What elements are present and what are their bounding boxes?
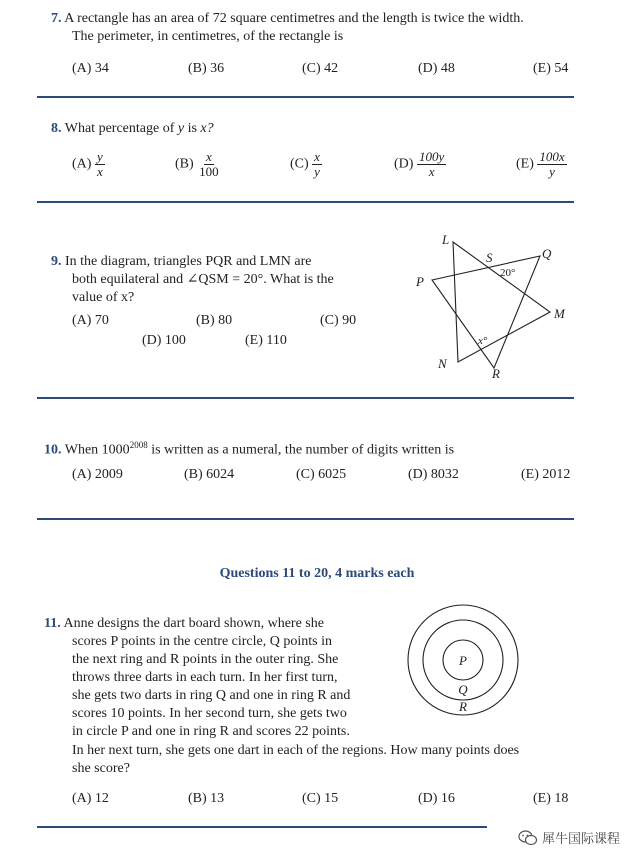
q10-option-c[interactable]: (C) 6025	[296, 467, 347, 482]
label-q: Q	[542, 246, 552, 261]
q11-followup	[72, 742, 592, 778]
q8-option-c-label: (C)	[290, 156, 309, 172]
watermark-text: 犀牛国际课程	[541, 832, 620, 847]
q9-line2: both equilateral and ∠QSM = 20°. What is the	[72, 272, 334, 287]
divider-4	[37, 518, 574, 520]
q9-text	[51, 253, 381, 307]
divider-1	[37, 96, 574, 98]
q7-option-e[interactable]: (E) 54	[533, 61, 569, 76]
q8-option-e-label: (E)	[516, 156, 534, 172]
q9-option-d[interactable]: (D) 100	[142, 333, 186, 348]
q8-number: 8.	[51, 121, 62, 136]
q8-option-b-label: (B)	[175, 156, 194, 172]
q10-number: 10.	[44, 442, 62, 458]
q7-option-a[interactable]: (A) 34	[72, 61, 109, 76]
dartboard-label-r: R	[459, 699, 467, 714]
watermark	[518, 828, 620, 847]
q11-option-d[interactable]: (D) 16	[418, 791, 455, 806]
q8-option-a-fraction	[95, 150, 105, 179]
q7-line1: A rectangle has an area of 72 square centimetres and the length is twice the width.	[64, 11, 524, 26]
q8-option-d-label: (D)	[394, 156, 414, 172]
q7-option-b[interactable]: (B) 36	[188, 61, 225, 76]
q8-text	[51, 120, 214, 138]
label-angle-20: 20°	[500, 267, 516, 279]
q7-line2: The perimeter, in centimetres, of the rectangle is	[72, 29, 344, 44]
q10-option-b[interactable]: (B) 6024	[184, 467, 235, 482]
divider-2	[37, 201, 574, 203]
q8-text-pre: What percentage of	[64, 121, 175, 136]
q9-line3: value of x?	[72, 290, 135, 305]
q11-next-line1: In her next turn, she gets one dart in each of the regions. How many points does	[72, 743, 520, 758]
q10-text	[44, 436, 454, 460]
q10-text-post: is written as a numeral, the number of digits written is	[151, 442, 455, 458]
q11-number: 11.	[44, 616, 61, 631]
q8-a-den: x	[96, 164, 103, 179]
q8-option-a[interactable]	[72, 150, 105, 179]
q11-line1: Anne designs the dart board shown, where she	[63, 616, 324, 631]
q11-option-b[interactable]: (B) 13	[188, 791, 225, 806]
q8-b-den: 100	[199, 164, 219, 179]
q9-option-e[interactable]: (E) 110	[245, 333, 287, 348]
q10-exponent: 2008	[129, 440, 148, 450]
divider-5	[37, 826, 487, 828]
q11-option-e[interactable]: (E) 18	[533, 791, 569, 806]
dartboard-label-q: Q	[458, 682, 468, 697]
label-r: R	[492, 366, 500, 381]
q8-e-num: 100x	[539, 149, 565, 164]
q8-c-den: y	[314, 164, 320, 179]
q11-line2: scores P points in the centre circle, Q points in	[72, 634, 332, 649]
q11-line7: in circle P and one in ring R and scores 22 points.	[72, 724, 350, 739]
q11-line6: scores 10 points. In her second turn, she gets two	[72, 706, 347, 721]
q8-option-b[interactable]	[175, 150, 221, 179]
q8-d-den: x	[428, 164, 435, 179]
q8-var-y: y	[177, 121, 185, 136]
q9-option-a[interactable]: (A) 70	[72, 313, 109, 328]
q9-triangle-diagram	[408, 228, 583, 383]
q9-line1: In the diagram, triangles PQR and LMN are	[65, 254, 312, 269]
wechat-icon	[518, 830, 538, 846]
q7-option-c[interactable]: (C) 42	[302, 61, 339, 76]
q8-a-num: y	[96, 149, 103, 164]
q9-option-c[interactable]: (C) 90	[320, 313, 357, 328]
q9-number: 9.	[51, 254, 62, 269]
q8-option-a-label: (A)	[72, 156, 92, 172]
q11-line4: throws three darts in each turn. In her first turn,	[72, 670, 338, 685]
q8-text-mid: is	[187, 121, 197, 136]
q11-line5: she gets two darts in ring Q and one in ring R and	[72, 688, 351, 703]
q10-text-pre: When 1000	[64, 442, 130, 458]
q11-text	[44, 615, 384, 741]
q11-option-c[interactable]: (C) 15	[302, 791, 339, 806]
q11-option-a[interactable]: (A) 12	[72, 791, 109, 806]
q8-option-e[interactable]	[516, 150, 567, 179]
q10-option-a[interactable]: (A) 2009	[72, 467, 123, 482]
divider-3	[37, 397, 574, 399]
label-m: M	[554, 306, 565, 321]
q11-line3: the next ring and R points in the outer ring. She	[72, 652, 339, 667]
q8-option-c[interactable]	[290, 150, 322, 179]
q8-option-d[interactable]	[394, 150, 446, 179]
label-n: N	[438, 356, 447, 371]
q7-option-d[interactable]: (D) 48	[418, 61, 455, 76]
dartboard-label-p: P	[459, 653, 467, 668]
q8-d-num: 100y	[418, 149, 445, 164]
q10-option-e[interactable]: (E) 2012	[521, 467, 571, 482]
triangle-pqr	[432, 256, 540, 368]
q8-e-den: y	[549, 164, 555, 179]
q7-text	[51, 10, 591, 46]
label-angle-x: x°	[478, 335, 488, 347]
q8-option-e-fraction	[537, 150, 566, 179]
q8-var-x: x?	[200, 121, 214, 136]
q8-option-b-fraction	[197, 150, 221, 179]
label-s: S	[486, 250, 493, 265]
q10-option-d[interactable]: (D) 8032	[408, 467, 459, 482]
q8-option-c-fraction	[312, 150, 322, 179]
label-l: L	[442, 232, 450, 247]
q8-c-num: x	[314, 149, 320, 164]
q11-dartboard	[406, 603, 521, 718]
q8-option-d-fraction	[417, 150, 446, 179]
triangle-lmn	[453, 242, 550, 362]
q7-number: 7.	[51, 11, 62, 26]
label-p: P	[416, 274, 424, 289]
q9-option-b[interactable]: (B) 80	[196, 313, 233, 328]
section-heading: Questions 11 to 20, 4 marks each	[219, 566, 415, 581]
q8-b-num: x	[206, 149, 212, 164]
q11-next-line2: she score?	[72, 761, 130, 776]
